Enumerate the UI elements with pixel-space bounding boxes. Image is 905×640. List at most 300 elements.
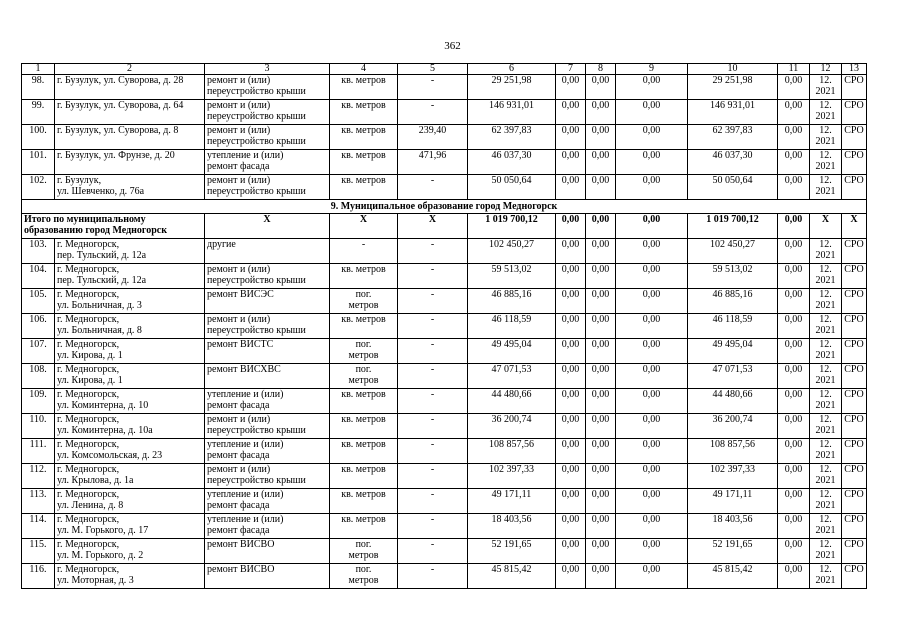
volume-cell <box>398 175 468 200</box>
row-number-text: 113. <box>29 489 47 500</box>
value-cell <box>616 100 688 125</box>
method-cell-text: СРО <box>844 364 864 375</box>
method-cell <box>842 414 867 439</box>
value-cell <box>586 100 616 125</box>
period-cell <box>810 339 842 364</box>
work-type-cell-text: ремонт и (или) <box>207 125 271 136</box>
volume-cell-text: - <box>430 175 435 186</box>
unit-cell-text: кв. метров <box>341 264 386 275</box>
value-cell-text: 0,00 <box>591 264 610 275</box>
cost-cell-text: 49 495,04 <box>491 339 532 350</box>
method-cell-text: СРО <box>844 264 864 275</box>
method-cell-text: СРО <box>844 289 864 300</box>
cost-cell-text: 47 071,53 <box>491 364 532 375</box>
address-cell-text: ул. Крылова, д. 1а <box>57 475 134 486</box>
value-cell-text: 0,00 <box>591 125 610 136</box>
value-cell <box>556 364 586 389</box>
value-cell-text: 0,00 <box>784 289 803 300</box>
method-cell-text: СРО <box>844 150 864 161</box>
unit-cell-text: кв. метров <box>341 389 386 400</box>
table-row <box>22 564 867 589</box>
value-cell <box>778 439 810 464</box>
cost-cell-text: 46 037,30 <box>491 150 532 161</box>
value-cell-text: 0,00 <box>642 264 661 275</box>
work-type-cell <box>205 150 330 175</box>
address-cell-text: г. Медногорск, <box>57 264 120 275</box>
unit-cell <box>330 75 398 100</box>
work-type-cell-text: ремонт и (или) <box>207 175 271 186</box>
work-type-cell <box>205 239 330 264</box>
value-cell-text: 0,00 <box>561 389 580 400</box>
work-type-cell-text: ремонт фасада <box>207 500 270 511</box>
cost-cell-text: 102 450,27 <box>489 239 534 250</box>
work-type-cell <box>205 100 330 125</box>
cost-cell <box>468 339 556 364</box>
total-cell-text: 1 019 700,12 <box>485 214 538 225</box>
cost-cell-text: 18 403,56 <box>712 514 753 525</box>
value-cell-text: 0,00 <box>642 439 661 450</box>
address-cell <box>55 564 205 589</box>
period-cell-text: 12. <box>819 100 832 111</box>
method-cell <box>842 364 867 389</box>
value-cell <box>616 75 688 100</box>
volume-cell <box>398 489 468 514</box>
period-cell <box>810 75 842 100</box>
address-cell-text: г. Медногорск, <box>57 414 120 425</box>
cost-cell <box>688 564 778 589</box>
work-type-cell-text: переустройство крыши <box>207 111 306 122</box>
address-cell-text: г. Бузулук, ул. Суворова, д. 8 <box>57 125 179 136</box>
volume-cell <box>398 150 468 175</box>
cost-cell <box>688 539 778 564</box>
work-type-cell-text: утепление и (или) <box>207 150 284 161</box>
cost-cell <box>688 289 778 314</box>
period-cell-text: 12. <box>819 175 832 186</box>
volume-cell-text: - <box>430 75 435 86</box>
value-cell-text: 0,00 <box>784 150 803 161</box>
method-cell-text: СРО <box>844 439 864 450</box>
value-cell-text: 0,00 <box>561 564 580 575</box>
period-cell-text: 2021 <box>815 525 836 536</box>
address-cell-text: г. Медногорск, <box>57 439 120 450</box>
total-cell-text: 0,00 <box>561 214 580 225</box>
value-cell-text: 0,00 <box>642 489 661 500</box>
cost-cell-text: 146 931,01 <box>489 100 534 111</box>
table-body <box>22 64 867 589</box>
value-cell-text: 0,00 <box>642 414 661 425</box>
table-row <box>22 414 867 439</box>
address-cell <box>55 464 205 489</box>
work-type-cell-text: ремонт фасада <box>207 525 270 536</box>
value-cell-text: 0,00 <box>642 175 661 186</box>
period-cell <box>810 314 842 339</box>
cost-cell <box>688 264 778 289</box>
total-cell-text: X <box>850 214 858 225</box>
period-cell-text: 12. <box>819 264 832 275</box>
volume-cell-text: - <box>430 389 435 400</box>
value-cell <box>616 464 688 489</box>
address-cell-text: ул. Комсомольская, д. 23 <box>57 450 163 461</box>
address-cell-text: ул. Моторная, д. 3 <box>57 575 134 586</box>
period-cell-text: 2021 <box>815 136 836 147</box>
period-cell <box>810 239 842 264</box>
period-cell <box>810 464 842 489</box>
value-cell <box>556 175 586 200</box>
table-row <box>22 439 867 464</box>
work-type-cell-text: ремонт и (или) <box>207 100 271 111</box>
total-cell <box>778 214 810 239</box>
cost-cell-text: 44 480,66 <box>712 389 753 400</box>
value-cell-text: 0,00 <box>784 414 803 425</box>
address-cell-text: г. Медногорск, <box>57 364 120 375</box>
address-cell-text: г. Медногорск, <box>57 564 120 575</box>
volume-cell-text: 239,40 <box>418 125 447 136</box>
address-cell-text: г. Медногорск, <box>57 489 120 500</box>
section-heading-row <box>22 200 867 214</box>
value-cell <box>586 339 616 364</box>
cost-cell <box>688 364 778 389</box>
period-cell <box>810 389 842 414</box>
row-number <box>22 464 55 489</box>
table-row <box>22 100 867 125</box>
method-cell <box>842 175 867 200</box>
period-cell-text: 12. <box>819 489 832 500</box>
cost-cell <box>468 314 556 339</box>
value-cell <box>556 239 586 264</box>
unit-cell-text: метров <box>348 575 379 586</box>
cost-cell <box>468 414 556 439</box>
value-cell-text: 0,00 <box>642 314 661 325</box>
volume-cell <box>398 339 468 364</box>
cost-cell <box>468 489 556 514</box>
value-cell-text: 0,00 <box>642 514 661 525</box>
work-type-cell <box>205 339 330 364</box>
work-type-cell-text: переустройство крыши <box>207 86 306 97</box>
value-cell <box>778 389 810 414</box>
cost-cell <box>468 364 556 389</box>
volume-cell-text: - <box>430 314 435 325</box>
volume-cell <box>398 439 468 464</box>
cost-cell-text: 59 513,02 <box>712 264 753 275</box>
method-cell <box>842 314 867 339</box>
value-cell-text: 0,00 <box>561 175 580 186</box>
cost-cell <box>468 264 556 289</box>
address-cell-text: г. Медногорск, <box>57 289 120 300</box>
value-cell <box>586 239 616 264</box>
cost-cell-text: 47 071,53 <box>712 364 753 375</box>
value-cell-text: 0,00 <box>591 339 610 350</box>
unit-cell-text: кв. метров <box>341 439 386 450</box>
total-cell <box>616 214 688 239</box>
value-cell <box>586 539 616 564</box>
unit-cell-text: пог. <box>355 289 372 300</box>
work-type-cell <box>205 175 330 200</box>
volume-cell-text: - <box>430 489 435 500</box>
cost-cell-text: 45 815,42 <box>491 564 532 575</box>
row-number-text: 112. <box>29 464 47 475</box>
value-cell <box>586 125 616 150</box>
period-cell-text: 2021 <box>815 500 836 511</box>
value-cell <box>616 489 688 514</box>
cost-cell-text: 46 118,59 <box>491 314 532 325</box>
total-cell <box>810 214 842 239</box>
column-number: 8 <box>586 64 616 75</box>
total-cell-text: X <box>821 214 830 225</box>
total-label-text: Итого по муниципальному <box>24 214 146 225</box>
value-cell-text: 0,00 <box>642 239 661 250</box>
address-cell <box>55 100 205 125</box>
value-cell-text: 0,00 <box>784 75 803 86</box>
period-cell-text: 2021 <box>815 186 836 197</box>
value-cell-text: 0,00 <box>561 289 580 300</box>
period-cell <box>810 264 842 289</box>
cost-cell <box>468 125 556 150</box>
total-cell <box>468 214 556 239</box>
value-cell <box>556 514 586 539</box>
value-cell <box>616 514 688 539</box>
value-cell-text: 0,00 <box>784 264 803 275</box>
cost-cell-text: 49 171,11 <box>491 489 532 500</box>
work-type-cell <box>205 439 330 464</box>
volume-cell <box>398 414 468 439</box>
value-cell <box>556 150 586 175</box>
work-type-cell-text: ремонт ВИСВО <box>207 539 275 550</box>
value-cell-text: 0,00 <box>784 239 803 250</box>
method-cell <box>842 264 867 289</box>
period-cell-text: 12. <box>819 364 832 375</box>
value-cell <box>616 264 688 289</box>
value-cell-text: 0,00 <box>561 489 580 500</box>
cost-cell-text: 29 251,98 <box>712 75 753 86</box>
value-cell <box>616 539 688 564</box>
value-cell <box>556 314 586 339</box>
period-cell-text: 2021 <box>815 161 836 172</box>
method-cell <box>842 150 867 175</box>
method-cell-text: СРО <box>844 314 864 325</box>
method-cell <box>842 339 867 364</box>
work-type-cell-text: ремонт и (или) <box>207 75 271 86</box>
unit-cell <box>330 150 398 175</box>
table-row <box>22 239 867 264</box>
value-cell <box>778 539 810 564</box>
total-cell <box>586 214 616 239</box>
value-cell-text: 0,00 <box>591 414 610 425</box>
address-cell-text: г. Бузулук, <box>57 175 102 186</box>
cost-cell-text: 52 191,65 <box>491 539 532 550</box>
work-type-cell-text: переустройство крыши <box>207 475 306 486</box>
table-row <box>22 150 867 175</box>
address-cell-text: ул. М. Горького, д. 17 <box>57 525 149 536</box>
value-cell-text: 0,00 <box>561 100 580 111</box>
volume-cell <box>398 125 468 150</box>
method-cell <box>842 100 867 125</box>
work-type-cell <box>205 414 330 439</box>
volume-cell-text: - <box>430 414 435 425</box>
total-cell-text: 0,00 <box>642 214 661 225</box>
value-cell-text: 0,00 <box>642 339 661 350</box>
row-number <box>22 389 55 414</box>
value-cell-text: 0,00 <box>591 289 610 300</box>
work-type-cell-text: утепление и (или) <box>207 514 284 525</box>
period-cell <box>810 514 842 539</box>
unit-cell <box>330 489 398 514</box>
period-cell-text: 2021 <box>815 475 836 486</box>
value-cell <box>616 239 688 264</box>
cost-cell-text: 46 037,30 <box>712 150 753 161</box>
total-cell-text: X <box>428 214 437 225</box>
volume-cell <box>398 264 468 289</box>
value-cell <box>778 489 810 514</box>
cost-cell <box>468 389 556 414</box>
address-cell-text: г. Медногорск, <box>57 239 120 250</box>
period-cell <box>810 125 842 150</box>
row-number-text: 103. <box>29 239 47 250</box>
method-cell <box>842 439 867 464</box>
value-cell <box>586 389 616 414</box>
row-number-text: 101. <box>29 150 47 161</box>
address-cell-text: г. Медногорск, <box>57 389 120 400</box>
unit-cell <box>330 364 398 389</box>
work-type-cell <box>205 264 330 289</box>
row-number <box>22 289 55 314</box>
value-cell <box>616 150 688 175</box>
address-cell <box>55 264 205 289</box>
address-cell-text: г. Бузулук, ул. Фрунзе, д. 20 <box>57 150 175 161</box>
row-number <box>22 175 55 200</box>
row-number <box>22 414 55 439</box>
address-cell <box>55 389 205 414</box>
value-cell-text: 0,00 <box>561 514 580 525</box>
value-cell-text: 0,00 <box>561 314 580 325</box>
address-cell <box>55 75 205 100</box>
cost-cell <box>688 464 778 489</box>
value-cell <box>586 564 616 589</box>
cost-cell-text: 50 050,64 <box>491 175 532 186</box>
cost-cell-text: 102 450,27 <box>710 239 755 250</box>
table-row <box>22 125 867 150</box>
unit-cell <box>330 100 398 125</box>
volume-cell-text: - <box>430 539 435 550</box>
row-number-text: 109. <box>29 389 47 400</box>
row-number-text: 99. <box>31 100 45 111</box>
value-cell-text: 0,00 <box>561 439 580 450</box>
volume-cell-text: - <box>430 514 435 525</box>
address-cell <box>55 364 205 389</box>
cost-cell <box>688 175 778 200</box>
total-cell <box>842 214 867 239</box>
value-cell-text: 0,00 <box>591 389 610 400</box>
volume-cell-text: - <box>430 364 435 375</box>
unit-cell-text: кв. метров <box>341 414 386 425</box>
method-cell-text: СРО <box>844 239 864 250</box>
work-type-cell-text: переустройство крыши <box>207 325 306 336</box>
cost-cell <box>688 339 778 364</box>
value-cell <box>778 339 810 364</box>
value-cell-text: 0,00 <box>642 364 661 375</box>
work-type-cell-text: переустройство крыши <box>207 186 306 197</box>
cost-cell-text: 146 931,01 <box>710 100 755 111</box>
cost-cell <box>688 514 778 539</box>
period-cell-text: 2021 <box>815 400 836 411</box>
table-row <box>22 464 867 489</box>
period-cell-text: 2021 <box>815 300 836 311</box>
value-cell-text: 0,00 <box>784 489 803 500</box>
period-cell-text: 12. <box>819 414 832 425</box>
value-cell-text: 0,00 <box>642 125 661 136</box>
value-cell <box>778 125 810 150</box>
row-number <box>22 539 55 564</box>
value-cell-text: 0,00 <box>784 364 803 375</box>
value-cell <box>616 564 688 589</box>
value-cell-text: 0,00 <box>561 75 580 86</box>
period-cell-text: 12. <box>819 150 832 161</box>
work-type-cell-text: переустройство крыши <box>207 425 306 436</box>
value-cell-text: 0,00 <box>642 100 661 111</box>
cost-cell-text: 46 885,16 <box>491 289 532 300</box>
unit-cell-text: - <box>361 239 366 250</box>
value-cell <box>616 175 688 200</box>
value-cell <box>586 150 616 175</box>
volume-cell <box>398 464 468 489</box>
cost-cell <box>688 389 778 414</box>
cost-cell-text: 46 885,16 <box>712 289 753 300</box>
period-cell-text: 12. <box>819 464 832 475</box>
volume-cell-text: - <box>430 264 435 275</box>
value-cell-text: 0,00 <box>561 539 580 550</box>
value-cell <box>616 339 688 364</box>
address-cell-text: ул. Больничная, д. 8 <box>57 325 142 336</box>
column-number: 2 <box>55 64 205 75</box>
work-type-cell <box>205 125 330 150</box>
value-cell-text: 0,00 <box>591 175 610 186</box>
volume-cell <box>398 364 468 389</box>
value-cell <box>556 464 586 489</box>
unit-cell-text: пог. <box>355 564 372 575</box>
address-cell-text: ул. М. Горького, д. 2 <box>57 550 144 561</box>
row-number-text: 106. <box>29 314 47 325</box>
table-row <box>22 264 867 289</box>
period-cell <box>810 364 842 389</box>
value-cell <box>616 125 688 150</box>
volume-cell <box>398 539 468 564</box>
value-cell <box>586 514 616 539</box>
address-cell <box>55 314 205 339</box>
value-cell-text: 0,00 <box>591 150 610 161</box>
row-number <box>22 489 55 514</box>
value-cell-text: 0,00 <box>784 539 803 550</box>
address-cell-text: ул. Коминтерна, д. 10а <box>57 425 153 436</box>
address-cell-text: г. Бузулук, ул. Суворова, д. 28 <box>57 75 184 86</box>
unit-cell <box>330 314 398 339</box>
period-cell-text: 2021 <box>815 450 836 461</box>
address-cell-text: г. Медногорск, <box>57 514 120 525</box>
value-cell <box>778 314 810 339</box>
total-cell-text: X <box>359 214 368 225</box>
period-cell-text: 2021 <box>815 575 836 586</box>
value-cell <box>778 514 810 539</box>
volume-cell <box>398 75 468 100</box>
cost-cell-text: 46 118,59 <box>712 314 753 325</box>
unit-cell-text: кв. метров <box>341 314 386 325</box>
cost-cell-text: 50 050,64 <box>712 175 753 186</box>
address-cell-text: ул. Кирова, д. 1 <box>57 350 123 361</box>
row-number <box>22 100 55 125</box>
unit-cell-text: кв. метров <box>341 514 386 525</box>
value-cell <box>556 339 586 364</box>
value-cell <box>778 464 810 489</box>
address-cell <box>55 339 205 364</box>
method-cell <box>842 289 867 314</box>
